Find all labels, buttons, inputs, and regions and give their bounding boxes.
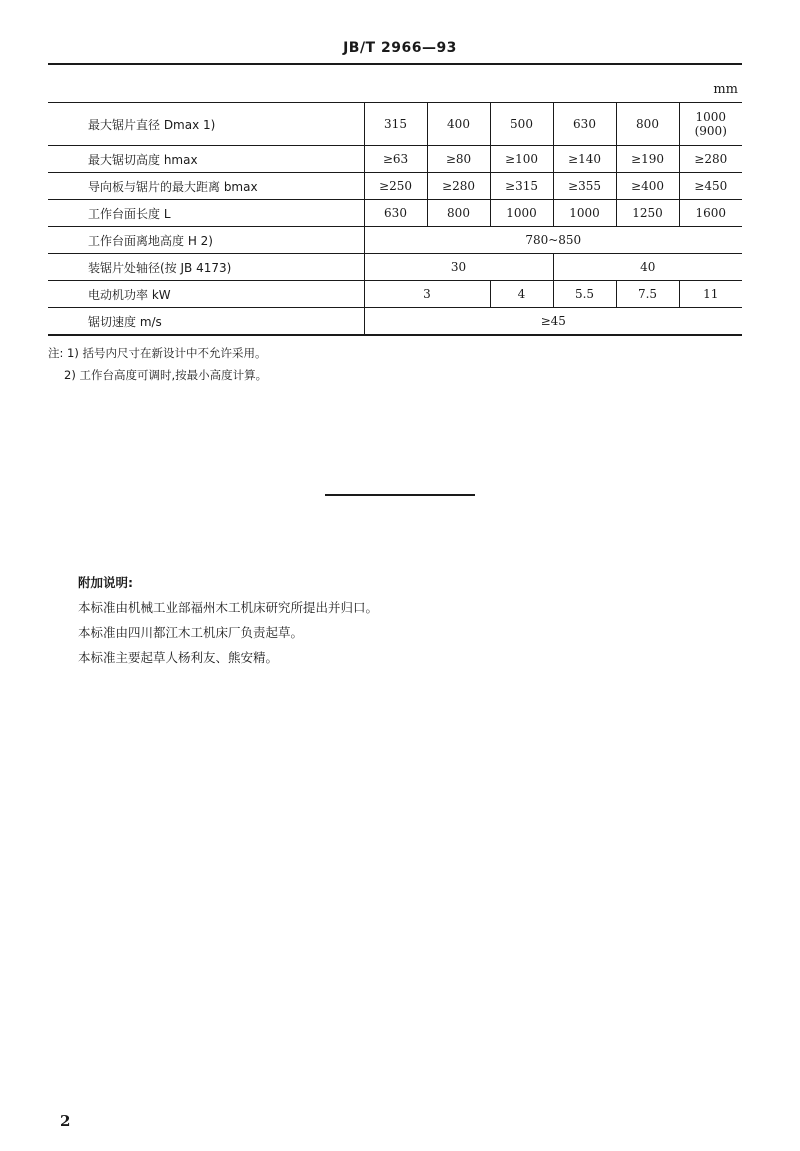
table-cell: ≥140 <box>553 146 616 173</box>
addendum-line: 本标准由四川都江木工机床厂负责起草。 <box>78 625 304 640</box>
table-cell: ≥400 <box>616 173 679 200</box>
table-cell: 315 <box>364 103 427 146</box>
table-cell: 400 <box>427 103 490 146</box>
table-cell: 780~850 <box>364 227 742 254</box>
table-cell: 1600 <box>679 200 742 227</box>
note-2: 2) 工作台高度可调时,按最小高度计算。 <box>64 368 268 382</box>
table-cell: ≥280 <box>427 173 490 200</box>
table-cell: ≥450 <box>679 173 742 200</box>
row-label: 工作台面离地高度 H 2) <box>48 227 364 254</box>
table-cell: 3 <box>364 281 490 308</box>
table-cell: 800 <box>616 103 679 146</box>
table-cell: 630 <box>364 200 427 227</box>
standard-code: JB/T 2966—93 <box>343 40 457 56</box>
table-cell: ≥355 <box>553 173 616 200</box>
table-cell: 30 <box>364 254 553 281</box>
note-1: 注: 1) 括号内尺寸在新设计中不允许采用。 <box>48 346 267 360</box>
table-cell: 1000 <box>490 200 553 227</box>
table-row-cut-speed <box>48 308 742 336</box>
table-cell: 40 <box>553 254 742 281</box>
table-cell: 11 <box>679 281 742 308</box>
table-cell: 630 <box>553 103 616 146</box>
table-cell: 500 <box>490 103 553 146</box>
page-number: 2 <box>60 1112 71 1130</box>
table-cell: 5.5 <box>553 281 616 308</box>
table-cell: ≥100 <box>490 146 553 173</box>
row-label: 最大锯切高度 hmax <box>48 146 364 173</box>
table-cell: 1000 <box>553 200 616 227</box>
spec-table <box>48 102 742 336</box>
row-label: 装锯片处轴径(按 JB 4173) <box>48 254 364 281</box>
row-label: 最大锯片直径 Dmax 1) <box>48 103 364 146</box>
table-cell: ≥63 <box>364 146 427 173</box>
table-unit: mm <box>713 82 738 97</box>
row-label: 锯切速度 m/s <box>48 308 364 336</box>
table-row-table-length <box>48 200 742 227</box>
addendum-heading: 附加说明: <box>78 575 133 590</box>
table-cell: 1250 <box>616 200 679 227</box>
table-row-cut-height <box>48 146 742 173</box>
table-row-shaft-diameter <box>48 254 742 281</box>
table-notes <box>48 342 267 386</box>
table-row-table-height <box>48 227 742 254</box>
table-cell: ≥250 <box>364 173 427 200</box>
table-cell: ≥45 <box>364 308 742 336</box>
table-cell: 800 <box>427 200 490 227</box>
addendum <box>78 570 378 670</box>
addendum-line: 本标准由机械工业部福州木工机床研究所提出并归口。 <box>78 600 379 615</box>
row-label: 导向板与锯片的最大距离 bmax <box>48 173 364 200</box>
table-cell: ≥315 <box>490 173 553 200</box>
table-cell: ≥80 <box>427 146 490 173</box>
row-label: 电动机功率 kW <box>48 281 364 308</box>
table-cell: 7.5 <box>616 281 679 308</box>
table-row-motor-power <box>48 281 742 308</box>
end-rule <box>325 494 475 496</box>
addendum-line: 本标准主要起草人杨利友、熊安精。 <box>78 650 279 665</box>
table-row-guide-distance <box>48 173 742 200</box>
table-cell: ≥280 <box>679 146 742 173</box>
table-row-saw-diameter <box>48 103 742 146</box>
row-label: 工作台面长度 L <box>48 200 364 227</box>
table-cell: 4 <box>490 281 553 308</box>
header-rule <box>48 63 742 65</box>
table-cell: ≥190 <box>616 146 679 173</box>
table-cell: 1000 (900) <box>679 103 742 146</box>
